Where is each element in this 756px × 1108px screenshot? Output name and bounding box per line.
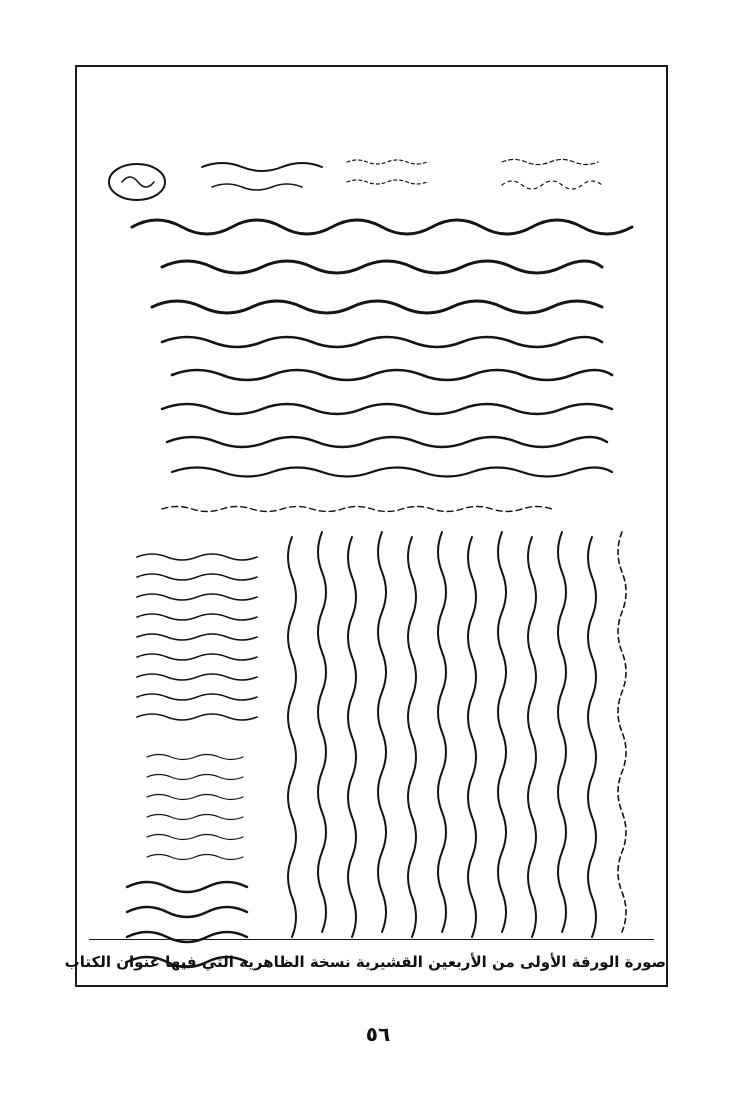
figure-frame [64, 65, 668, 987]
manuscript-image [92, 137, 652, 977]
page-number: ٥٦ [365, 1022, 391, 1046]
stamp-icon [109, 164, 165, 200]
figure-caption: صورة الورقة الأولى من الأربعين القشيرية نسخة الظاهرية التي فيها عنوان الكتاب [64, 953, 666, 971]
caption-divider [89, 939, 654, 940]
manuscript-drawing [92, 137, 652, 977]
